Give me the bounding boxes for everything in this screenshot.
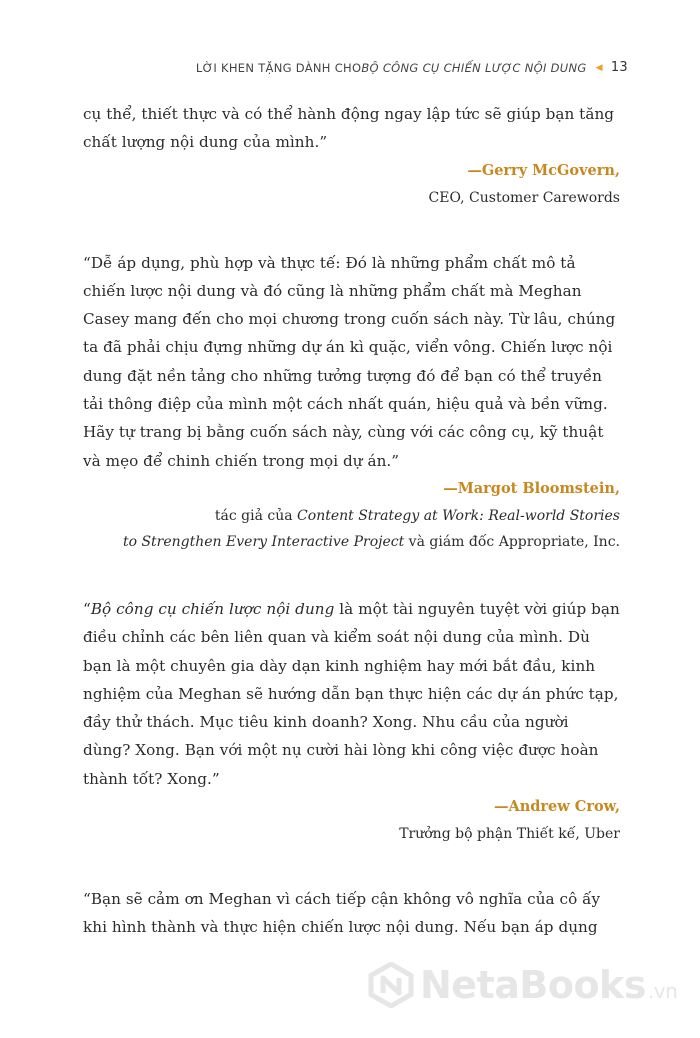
quote-2-text: “Dễ áp dụng, phù hợp và thực tế: Đó là những phẩm chất mô tả chiến lược nội dung và đó cũng là những phẩm chất mà Meghan Casey mang đến cho mọi chương trong cuốn sách này. Từ lâu, chúng ta đã phải chịu đựng những dự án kì quặc, viển vông. Chiến lược nội dung đặt nền tảng cho những tưởng tượng đó để bạn có thể truyền tải thông điệp của mình một cách nhất quán, hiệu quả và bền vững. Hãy tự trang bị bằng cuốn sách này, cùng với các công cụ, kỹ thuật và mẹo để chinh chiến trong mọi dự án.” <box>83 253 616 470</box>
triangle-left-icon: ◀ <box>595 62 603 73</box>
quote-4-text: “Bạn sẽ cảm ơn Meghan vì cách tiếp cận không vô nghĩa của cô ấy khi hình thành và thực hiện chiến lược nội dung. Nếu bạn áp dụng <box>83 890 601 937</box>
page-number: 13 <box>610 60 628 75</box>
quote-1-author: —Gerry McGovern, <box>467 161 620 179</box>
quote-3-text <box>83 595 620 793</box>
quote-3-attribution <box>83 793 620 847</box>
quote-2-affiliation-suffix: và giám đốc Appropriate, Inc. <box>404 533 620 550</box>
netabooks-logo-icon <box>368 962 414 1008</box>
quote-2-book-title-line2: to Strengthen Every Interactive Project <box>122 533 405 550</box>
header-book-title: BỘ CÔNG CỤ CHIẾN LƯỢC NỘI DUNG <box>361 60 587 75</box>
quote-1-text: cụ thể, thiết thực và có thể hành động ngay lập tức sẽ giúp bạn tăng chất lượng nội dung của mình.” <box>83 105 615 152</box>
header-title-prefix: LỜI KHEN TẶNG DÀNH CHO <box>195 60 362 75</box>
watermark <box>368 962 677 1008</box>
running-header <box>196 60 628 75</box>
quote-1-attribution <box>83 157 620 211</box>
quote-2-book-title-line1: Content Strategy at Work: Real-world Stories <box>297 507 620 524</box>
quote-3-book-title: Bộ công cụ chiến lược nội dung <box>90 599 335 618</box>
quote-3-text-body: là một tài nguyên tuyệt vời giúp bạn điều chỉnh các bên liên quan và kiểm soát nội dung của mình. Dù bạn là một chuyên gia dày dạn kinh nghiệm hay mới bắt đầu, kinh nghiệm của Meghan sẽ hướng dẫn bạn thực hiện các dự án phức tạp, đầy thử thách. Mục tiêu kinh doanh? Xong. Nhu cầu của người dùng? Xong. Bạn với một nụ cười hài lòng khi công việc được hoàn thành tốt? Xong.” <box>83 599 620 788</box>
quote-2-attribution <box>83 475 620 555</box>
quote-3-open-mark: “ <box>83 599 91 618</box>
quote-1-affiliation: CEO, Customer Carewords <box>428 189 620 206</box>
watermark-suffix: .vn <box>647 979 678 1003</box>
page-body <box>83 100 620 942</box>
watermark-brand: NetaBooks .vn <box>420 963 678 1007</box>
quote-3-affiliation: Trưởng bộ phận Thiết kế, Uber <box>399 826 620 843</box>
quote-2-author: —Margot Bloomstein, <box>443 479 620 497</box>
quote-2-affiliation-prefix: tác giả của <box>214 507 298 524</box>
quote-3-author: —Andrew Crow, <box>493 798 620 816</box>
